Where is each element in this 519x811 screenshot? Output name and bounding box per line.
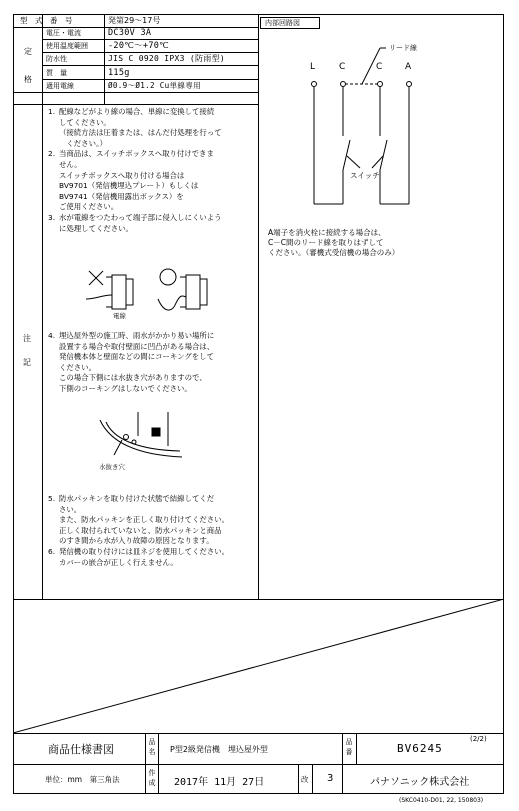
revision-label: 改 xyxy=(301,775,309,784)
lead-wire-label: リード線 xyxy=(389,44,417,52)
note-line xyxy=(48,213,222,224)
circuit-note-1: A端子を消火栓に接続する場合は、 xyxy=(268,228,386,237)
note-line xyxy=(48,331,214,342)
note-line xyxy=(48,373,207,384)
spec-value-mass: 115g xyxy=(108,68,130,78)
company-name: パナソニック株式会社 xyxy=(370,777,470,788)
note-text: 下側のコーキングはしないでください。 xyxy=(59,384,192,393)
note-line xyxy=(48,558,178,569)
note-text: せん。 xyxy=(59,160,82,169)
note-line xyxy=(48,128,222,139)
doc-title: 商品仕様書図 xyxy=(48,743,114,756)
internal-circuit-diagram xyxy=(262,32,502,212)
rating-group-label: 定 格 xyxy=(24,47,32,84)
wire-routing-figure xyxy=(80,265,220,325)
date-label: 作成 xyxy=(148,769,156,787)
note-text: （接続方法は圧着または、はんだ付処理を行って xyxy=(59,128,222,138)
spec-label-temp: 使用温度範囲 xyxy=(46,42,88,50)
note-line xyxy=(48,160,82,171)
spec-label-wire: 適用電線 xyxy=(46,82,74,90)
note-text: してください。 xyxy=(59,117,111,127)
spec-value-voltage: DC30V 3A xyxy=(108,28,152,38)
label-col-divider xyxy=(42,14,43,599)
note-number: 4. xyxy=(48,331,56,340)
note-number: 2. xyxy=(48,149,56,159)
spec-row-line xyxy=(13,92,258,93)
footer-code: (SKC0410-D01, 22, 150803) xyxy=(399,797,484,804)
model-label: 型 式 番 号 xyxy=(20,16,73,25)
product-code: BV6245 xyxy=(397,742,443,755)
note-line xyxy=(48,181,198,192)
terminal-C2: C xyxy=(376,62,383,72)
spec-value-temp: -20℃～+70℃ xyxy=(108,41,169,51)
note-text: BV9741（発信機用露出ボックス）を xyxy=(59,191,184,201)
note-line xyxy=(48,202,118,213)
note-text: この場合下側には水抜き穴がありますので、 xyxy=(59,373,207,383)
note-line xyxy=(48,118,111,129)
terminal-L: L xyxy=(310,62,316,72)
note-line xyxy=(48,352,214,363)
circuit-title: 内部回路図 xyxy=(265,19,300,27)
note-text: 当商品は、スイッチボックスへ取り付けできま xyxy=(59,149,214,159)
spec-row-line xyxy=(42,79,258,80)
terminal-A: A xyxy=(405,62,412,72)
product-name: P型2級発信機 埋込屋外型 xyxy=(170,745,268,754)
left-col-divider xyxy=(258,14,259,599)
note-line xyxy=(48,505,81,516)
note-text: BV9701（発信機埋込プレート）もしくは xyxy=(59,181,199,191)
circuit-note-3: ください。（審機式受信機の場合のみ） xyxy=(268,248,400,257)
note-line xyxy=(48,149,214,160)
note-text: ください。） xyxy=(59,138,108,148)
note-text: 配線などがより線の場合、単線に変換して接続 xyxy=(59,107,215,116)
note-line xyxy=(48,384,192,395)
notes-group-label: 注 記 xyxy=(23,334,31,367)
spec-label-voltage: 電圧・電流 xyxy=(46,29,81,37)
note-line xyxy=(48,547,229,558)
page-number: (2/2) xyxy=(470,735,487,743)
titleblock-top-line xyxy=(13,733,504,734)
model-value: 発第29～17号 xyxy=(108,16,161,25)
note-text: 埋込屋外型の施工時、雨水がかかり易い場所に xyxy=(59,331,215,340)
spec-row-line xyxy=(42,65,258,66)
tb-divider xyxy=(356,733,357,764)
note-number: 1. xyxy=(48,107,56,116)
spec-value-wire: Ø0.9～Ø1.2 Cu単線専用 xyxy=(108,81,202,90)
note-number: 6. xyxy=(48,547,56,556)
note-text: 発信機本体と壁面などの間にコーキングをして xyxy=(59,352,214,362)
tb-divider xyxy=(298,764,299,794)
note-line xyxy=(48,494,214,505)
note-text: 発信機の取り付けには皿ネジを使用してください。 xyxy=(59,547,229,556)
note-text: 設置する場合や取付壁面に凹凸がある場合は、 xyxy=(59,341,215,351)
tb-divider xyxy=(145,733,146,794)
note-line xyxy=(48,139,107,150)
revision-number: 3 xyxy=(327,773,334,784)
blank-area-diagonal xyxy=(13,599,504,733)
note-text: に処理してください。 xyxy=(59,223,133,233)
creation-date: 2017年 11月 27日 xyxy=(174,777,265,788)
note-line xyxy=(48,526,222,537)
note-text: カバーの嵌合が正しく行えません。 xyxy=(59,557,178,567)
spec-bottom-line xyxy=(13,104,258,105)
note-text: 正しく取付られていないと、防水パッキンと商品 xyxy=(59,525,222,535)
spec-label-waterproof: 防水性 xyxy=(46,55,67,63)
note-line xyxy=(48,224,133,235)
name-label: 品名 xyxy=(148,738,156,756)
tb-divider xyxy=(158,733,159,794)
spec-row-line xyxy=(42,39,258,40)
spec-value-waterproof: JIS C 0920 IPX3 (防雨型) xyxy=(108,54,225,63)
unit-projection: 単位：mm 第三角法 xyxy=(45,775,120,784)
note-text: さい。 xyxy=(59,504,82,514)
titleblock-mid-line xyxy=(13,764,504,765)
note-text: ください。 xyxy=(59,362,96,372)
note-text: スイッチボックスへ取り付ける場合は xyxy=(59,170,185,180)
switch-label: スイッチ xyxy=(350,171,380,180)
tb-divider xyxy=(312,764,313,794)
note-text: 防水パッキンを取り付けた状態で結線してくだ xyxy=(59,494,215,503)
circuit-note-2: C－C間のリード線を取りはずして xyxy=(268,238,384,247)
note-text: ご使用ください。 xyxy=(59,202,119,212)
drain-hole-figure xyxy=(92,410,202,470)
note-line xyxy=(48,171,184,182)
note-line xyxy=(48,342,214,353)
note-line xyxy=(48,363,96,374)
tb-divider xyxy=(342,733,343,794)
note-line xyxy=(48,515,229,526)
note-text: のすき間から水が入り故障の原因となります。 xyxy=(59,536,214,546)
drain-hole-label: 水抜き穴 xyxy=(99,463,125,471)
note-line xyxy=(48,536,214,547)
note-text: また、防水パッキンを正しく取り付けてください。 xyxy=(59,515,229,525)
note-line xyxy=(48,107,214,118)
note-number: 5. xyxy=(48,494,56,503)
spec-label-mass: 質 量 xyxy=(46,69,67,77)
note-number: 3. xyxy=(48,213,56,222)
note-line xyxy=(48,192,184,203)
terminal-C1: C xyxy=(339,62,346,72)
spec-row-line xyxy=(42,52,258,53)
note-text: 水が電線をつたわって端子部に侵入しにくいよう xyxy=(59,213,222,222)
wire-figure-label: 電線 xyxy=(113,312,126,320)
code-label: 品番 xyxy=(345,738,353,756)
